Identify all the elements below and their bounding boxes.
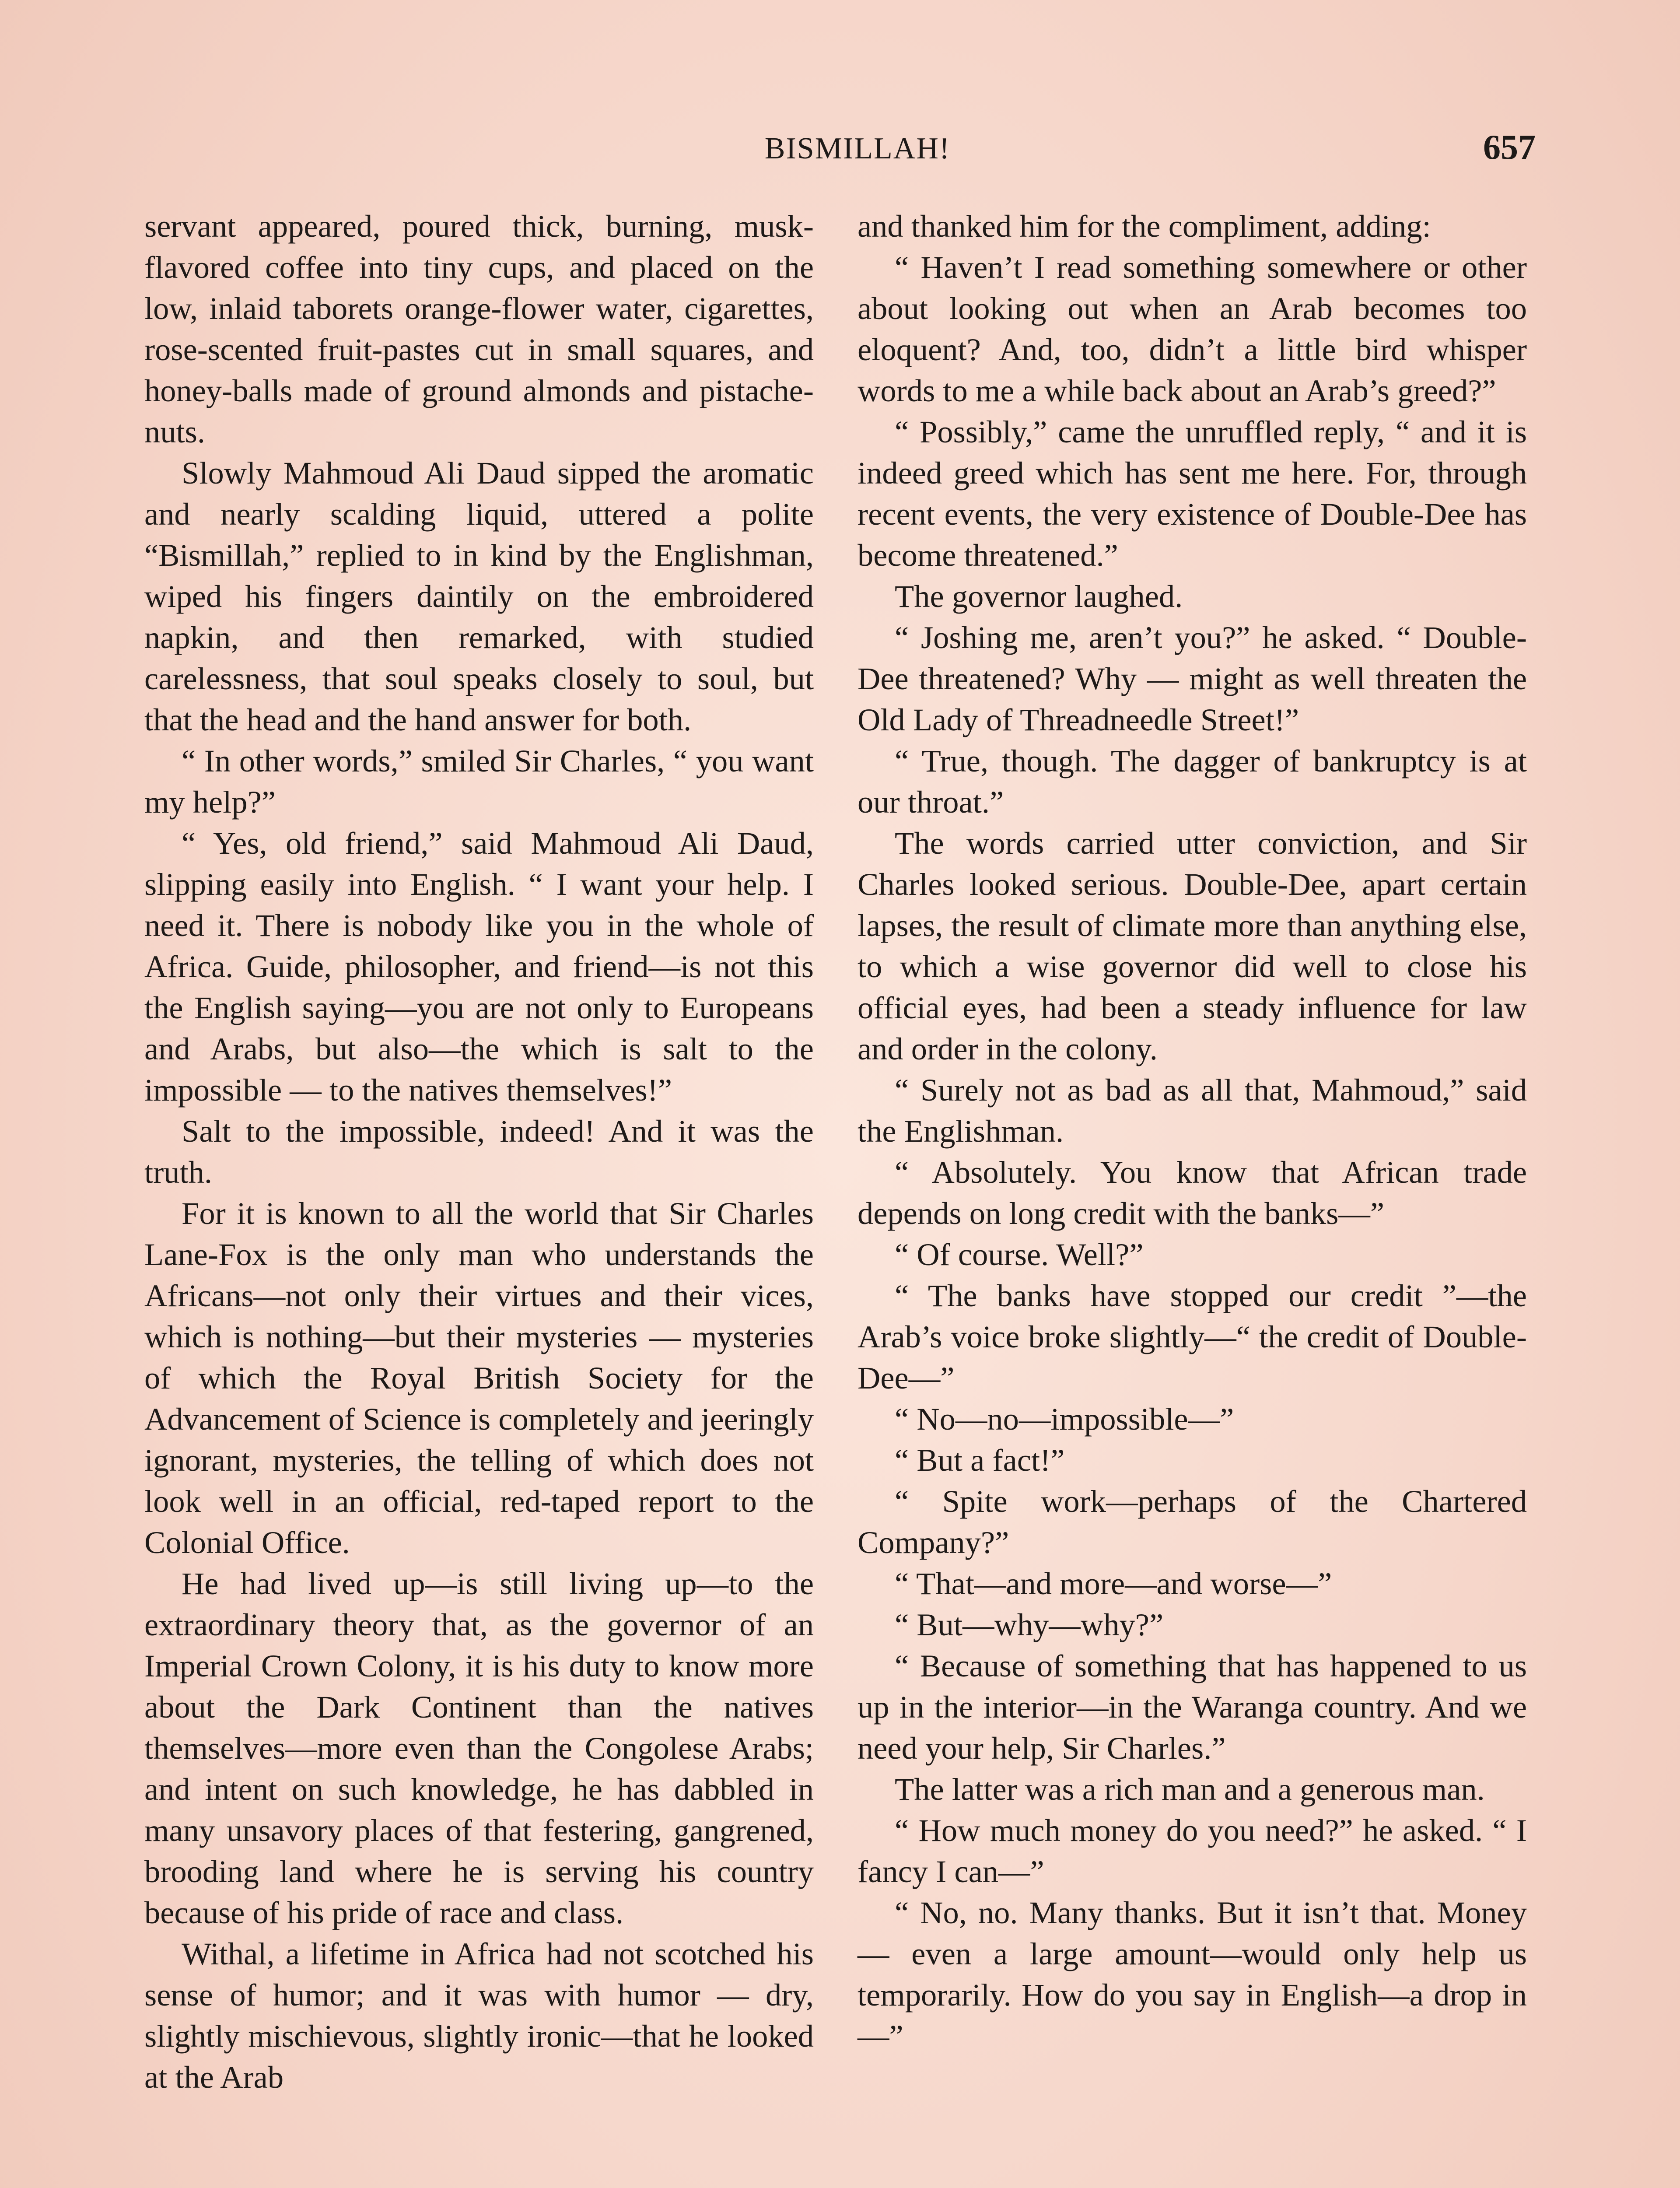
paragraph: “ But—why—why?” — [895, 1607, 1164, 1642]
paragraph: For it is known to all the world that Sir Charles Lane-Fox is the only man who understands the Africans—not only their virtues and their vices, which is nothing—but their mysteries — mysteries of which the Royal British Society for the Advancement of Science is completely and jeeringly ignorant, mysteries, the telling of which does not look well in an official, red-taped report to the Colonial Office. — [144, 1196, 814, 1560]
running-title: BISMILLAH! — [764, 132, 951, 165]
paragraph: “ No, no. Many thanks. But it isn’t that. Money — even a large amount—would only help us temporarily. How do you say in English—a drop in—” — [858, 1895, 1527, 2054]
paragraph: “ No—no—impossible—” — [895, 1401, 1234, 1437]
paragraph: “ The banks have stopped our credit ”—the Arab’s voice broke slightly—“ the credit of Double-Dee—” — [858, 1278, 1527, 1396]
paragraph: He had lived up—is still living up—to the extraordinary theory that, as the governor of an Imperial Crown Colony, it is his duty to know more about the Dark Continent than the natives themselves—more even than the Congolese Arabs; and intent on such knowledge, he has dabbled in many unsavory places of that festering, gangrened, brooding land where he is serving his country because of his pride of race and class. — [144, 1566, 814, 1930]
paragraph: “ Possibly,” came the unruffled reply, “ and it is indeed greed which has sent me here. For, through recent events, the very existence of Double-Dee has become threatened.” — [858, 414, 1527, 573]
paragraph: “ Haven’t I read something somewhere or other about looking out when an Arab becomes too eloquent? And, too, didn’t a little bird whisper words to me a while back about an Arab’s greed?” — [858, 249, 1527, 408]
paragraph: “ Absolutely. You know that African trade depends on long credit with the banks—” — [858, 1154, 1527, 1231]
paragraph: “ Surely not as bad as all that, Mahmoud,” said the Englishman. — [858, 1072, 1527, 1149]
paragraph: The latter was a rich man and a generous man. — [895, 1771, 1485, 1807]
page-number: 657 — [1483, 128, 1536, 167]
right-text-column — [858, 206, 1527, 2057]
paragraph: and thanked him for the compliment, adding: — [858, 208, 1431, 244]
paragraph: “ How much money do you need?” he asked. “ I fancy I can—” — [858, 1813, 1527, 1889]
paragraph: “ Yes, old friend,” said Mahmoud Ali Daud, slipping easily into English. “ I want your help. I need it. There is nobody like you in the whole of Africa. Guide, philosopher, and friend—is not this the English saying—you are not only to Europeans and Arabs, but also—the which is salt to the impossible — to the natives themselves!” — [144, 825, 814, 1108]
left-text-column — [144, 206, 814, 2098]
paragraph: The governor laughed. — [895, 579, 1183, 614]
paragraph: “ But a fact!” — [895, 1442, 1065, 1478]
paragraph: The words carried utter conviction, and Sir Charles looked serious. Double-Dee, apart certain lapses, the result of climate more than anything else, to which a wise governor did well to close his official eyes, had been a steady influence for law and order in the colony. — [858, 825, 1527, 1066]
paragraph: “ That—and more—and worse—” — [895, 1566, 1332, 1601]
paragraph: servant appeared, poured thick, burning, musk-flavored coffee into tiny cups, and placed on the low, inlaid taborets orange-flower water, cigarettes, rose-scented fruit-pastes cut in small squares, and honey-balls made of ground almonds and pistache-nuts. — [144, 208, 814, 449]
paragraph: “ Spite work—perhaps of the Chartered Company?” — [858, 1483, 1527, 1560]
paragraph: “ In other words,” smiled Sir Charles, “ you want my help?” — [144, 743, 814, 820]
paragraph: Slowly Mahmoud Ali Daud sipped the aromatic and nearly scalding liquid, uttered a polite “Bismillah,” replied to in kind by the Englishman, wiped his fingers daintily on the embroidered napkin, and then remarked, with studied carelessness, that soul speaks closely to soul, but that the head and the hand answer for both. — [144, 455, 814, 737]
paragraph: “ Joshing me, aren’t you?” he asked. “ Double-Dee threatened? Why — might as well threaten the Old Lady of Threadneedle Street!” — [858, 620, 1527, 737]
paragraph: “ True, though. The dagger of bankruptcy is at our throat.” — [858, 743, 1527, 820]
paragraph: “ Of course. Well?” — [895, 1237, 1144, 1272]
paragraph: Withal, a lifetime in Africa had not scotched his sense of humor; and it was with humor — dry, slightly mischievous, slightly ironic—that he looked at the Arab — [144, 1936, 814, 2095]
paragraph: “ Because of something that has happened to us up in the interior—in the Waranga country. And we need your help, Sir Charles.” — [858, 1648, 1527, 1766]
paragraph: Salt to the impossible, indeed! And it was the truth. — [144, 1113, 814, 1190]
